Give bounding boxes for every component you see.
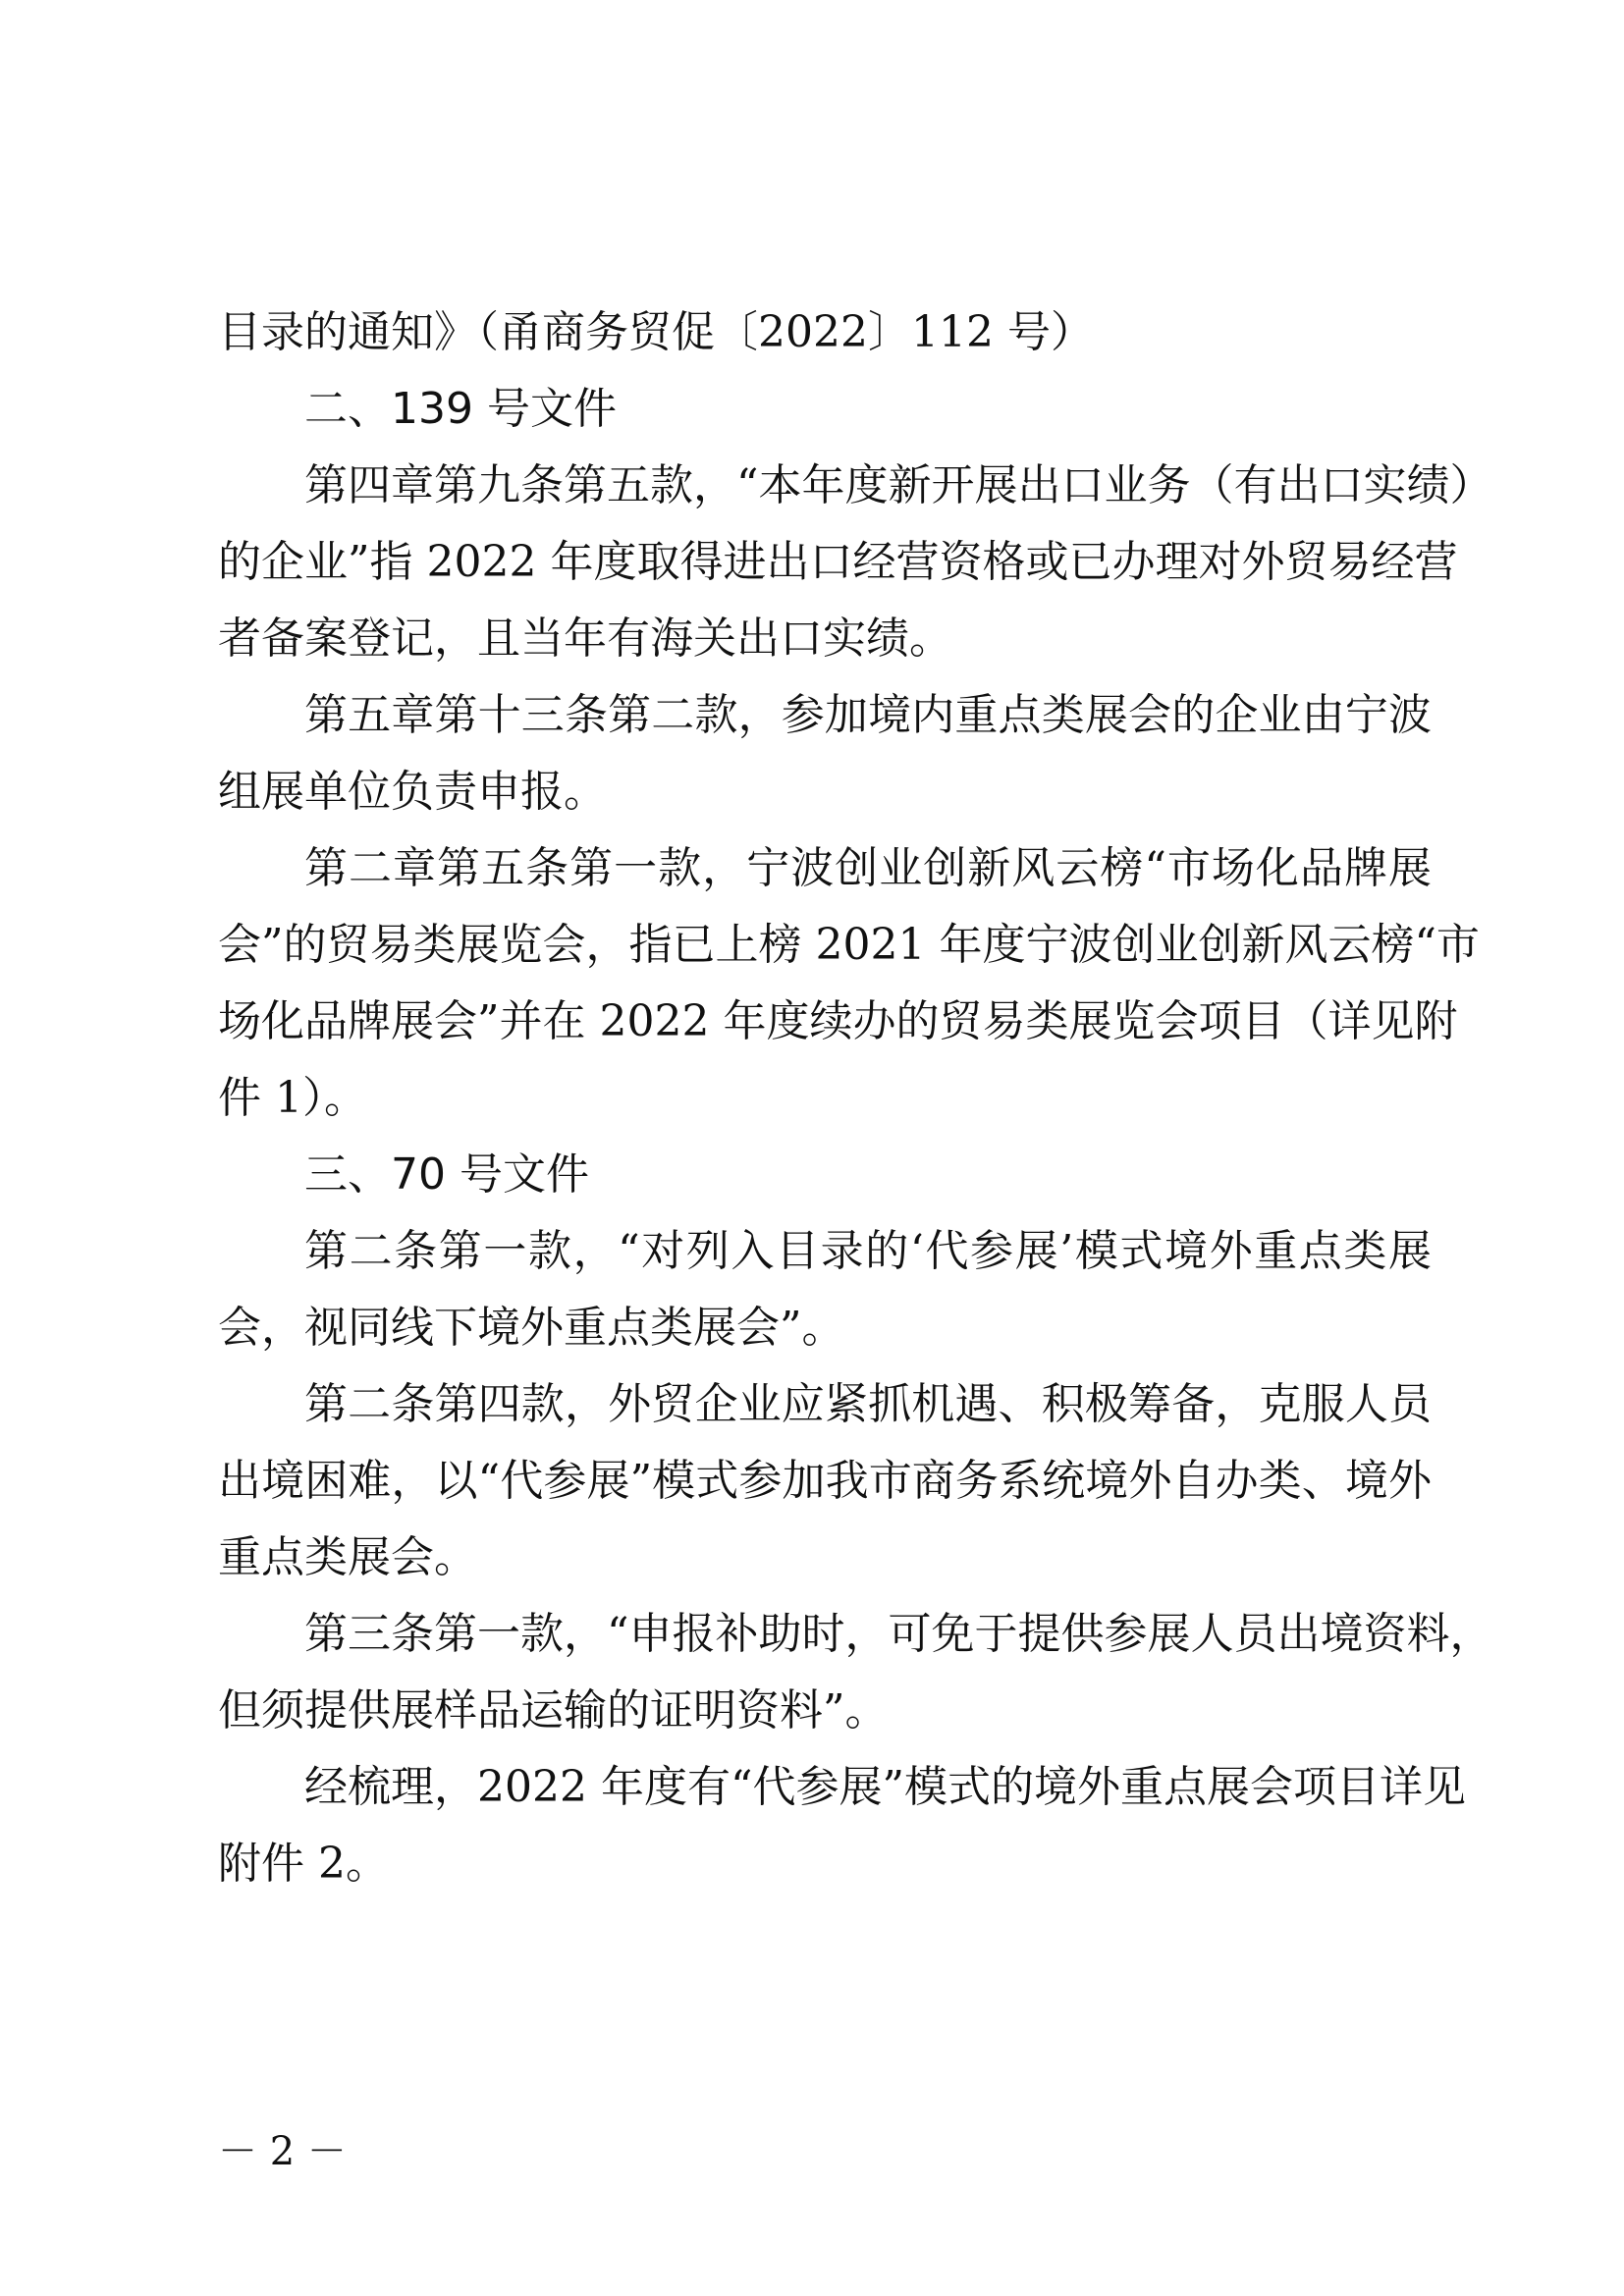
paragraph-line: 重点类展会。: [218, 1532, 477, 1582]
paragraph-line: 目录的通知》（甬商务贸促〔2022〕112 号）: [218, 307, 1094, 357]
section-heading-139: 二、139 号文件: [304, 384, 617, 434]
paragraph-line: 第二条第一款，“对列入目录的‘代参展’模式境外重点类展: [304, 1226, 1432, 1276]
paragraph-line: 但须提供展样品运输的证明资料”。: [218, 1685, 889, 1735]
document-body: [218, 294, 1493, 1902]
paragraph-line: 第二条第四款，外贸企业应紧抓机遇、积极筹备，克服人员: [304, 1379, 1432, 1429]
paragraph-line: 的企业”指 2022 年度取得进出口经营资格或已办理对外贸易经营: [218, 537, 1458, 587]
paragraph-line: 第四章第九条第五款，“本年度新开展出口业务（有出口实绩）: [304, 460, 1493, 510]
paragraph-line: 会”的贸易类展览会，指已上榜 2021 年度宁波创业创新风云榜“市: [218, 920, 1480, 970]
page-number: － 2 －: [218, 2129, 347, 2174]
paragraph-line: 出境困难，以“代参展”模式参加我市商务系统境外自办类、境外: [218, 1456, 1432, 1506]
section-heading-70: 三、70 号文件: [304, 1149, 589, 1200]
paragraph-line: 组展单位负责申报。: [218, 767, 607, 817]
paragraph-line: 附件 2。: [218, 1839, 389, 1889]
paragraph-line: 第二章第五条第一款，宁波创业创新风云榜“市场化品牌展: [304, 843, 1432, 893]
paragraph-line: 件 1）。: [218, 1073, 367, 1123]
paragraph-line: 第五章第十三条第二款，参加境内重点类展会的企业由宁波: [304, 690, 1432, 740]
paragraph-line: 者备案登记，且当年有海关出口实绩。: [218, 614, 952, 664]
paragraph-line: 场化品牌展会”并在 2022 年度续办的贸易类展览会项目（详见附: [218, 996, 1458, 1046]
paragraph-line: 会，视同线下境外重点类展会”。: [218, 1303, 845, 1353]
paragraph-line: 经梳理，2022 年度有“代参展”模式的境外重点展会项目详见: [304, 1762, 1466, 1812]
paragraph-line: 第三条第一款，“申报补助时，可免于提供参展人员出境资料，: [304, 1609, 1493, 1659]
